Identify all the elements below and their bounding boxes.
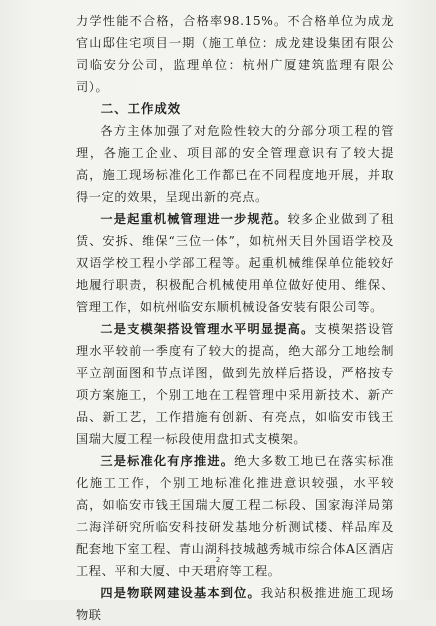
point-lead-3: 三是标准化有序推进。 [100,454,235,468]
body-paragraph: 各方主体加强了对危险性较大的分部分项工程的管理，各施工企业、项目部的安全管理意识有了较大提高，施工现场标准化工作都已在不同程度地开展，并取得一定的效果，呈现出新的亮点。 [76,124,394,204]
section-heading: 二、工作成效 [100,101,182,116]
page-number: 2 [215,556,221,564]
point-text-2: 支模架搭设管理水平较前一季度有了较大的提高，绝大部分工地绘制平立剖面图和节点详图，做到先放样后搭设，严格按专项方案施工，个别工地在工程管理中采用新技术、新产品、新工艺，工作措施有创新、有亮点，如临安市钱王国瑞大厦工程一标段使用盘扣式支模架。 [76,322,394,446]
point-lead-1: 一是起重机械管理进一步规范。 [100,212,288,226]
continuation-paragraph: 力学性能不合格，合格率98.15%。不合格单位为成龙官山邸住宅项目一期（施工单位：成龙建设集团有限公司临安分公司，监理单位：杭州广厦建筑监理有限公司）。 [76,14,394,94]
point-text-1: 较多企业做到了租赁、安拆、维保“三位一体”，如杭州天目外国语学校及双语学校工程小学部工程等。起重机械维保单位能较好地履行职责，积极配合机械使用单位做好使用、维保、管理工作，如杭州临安东顺机械设备安装有限公司等。 [76,212,394,314]
point-text-4: 我站积极推进施工现场物联 [76,586,394,622]
point-text-3: 绝大多数工地已在落实标准化施工工作，个别工地标准化推进意识较强，水平较高，如临安市钱王国瑞大厦工程二标段、国家海洋局第二海洋研究所临安科技研发基地分析测试楼、样品库及配套地下室工程、青山湖科技城越秀城市综合体A区酒店工程、平和大厦、中天珺府等工程。 [76,454,395,578]
document-body [76,10,394,626]
point-lead-2: 二是支模架搭设管理水平明显提高。 [100,322,315,336]
point-paragraph-4 [76,582,394,626]
point-lead-4: 四是物联网建设基本到位。 [100,586,261,600]
point-paragraph-1 [76,208,394,318]
point-paragraph-2 [76,318,394,450]
